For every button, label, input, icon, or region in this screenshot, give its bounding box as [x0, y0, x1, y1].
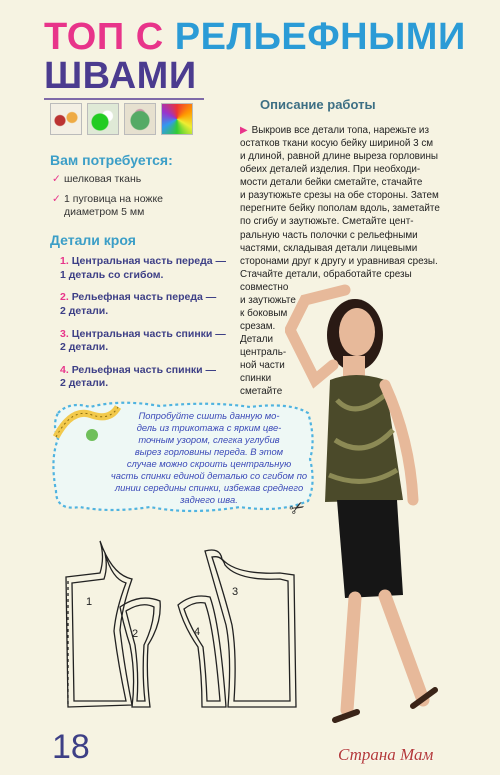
part-text: Рельефная часть спинки —: [71, 363, 217, 376]
list-item: [60, 364, 230, 391]
description-line-text: к боковым: [240, 307, 288, 319]
title-word-relief: РЕЛЬЕФНЫМИ: [174, 16, 466, 58]
part-text: 2 детали.: [60, 377, 109, 390]
description-line: [240, 202, 440, 215]
page-title-line-2: ШВАМИ: [44, 55, 197, 97]
fabric-fan-image: [161, 103, 193, 135]
description-line: [240, 137, 440, 150]
description-line-text: обеих деталей изделия. При необходи-: [240, 164, 421, 176]
sewing-pattern-diagram: [50, 535, 500, 735]
description-line-text: срезам.: [240, 320, 276, 332]
part-number: 2.: [60, 291, 69, 304]
pattern-label-3: 3: [232, 586, 239, 598]
material-text: диаметром 5 мм: [64, 206, 145, 219]
description-line-text: мости детали бейки сметайте, стачайте: [240, 177, 423, 189]
tip-text: [110, 410, 308, 506]
material-thumbnails: [50, 103, 193, 135]
description-line: [240, 189, 440, 202]
site-watermark: Страна Мам: [338, 745, 434, 764]
material-text: 1 пуговица на ножке: [64, 192, 163, 205]
list-item: [60, 328, 230, 355]
title-word-top: ТОП: [44, 16, 125, 58]
description-line: [240, 163, 440, 176]
description-line-text: ральную часть полочки с рельефными: [240, 229, 418, 241]
title-divider: [44, 98, 204, 100]
part-text: 2 детали.: [60, 304, 109, 317]
description-line-text: и заутюжьте: [240, 294, 296, 306]
tip-line: линии середины спинки, избежав среднего: [114, 482, 304, 494]
buttons-image: [87, 103, 119, 135]
description-line-text: Стачайте детали, обработайте срезы: [240, 268, 412, 280]
description-line: [240, 150, 440, 163]
description-line-text: спинки: [240, 373, 272, 385]
description-line-text: Выкроив все детали топа, нарежьте из: [251, 125, 429, 136]
page-title-line-1: [44, 18, 466, 56]
description-line: [240, 176, 440, 189]
tip-line: заднего шва.: [180, 494, 238, 506]
scissors-icon: ✂: [285, 495, 309, 521]
cut-parts-list: [60, 255, 230, 400]
description-line-text: совместно: [240, 281, 289, 293]
part-text: Центральная часть переда —: [71, 255, 227, 267]
part-text: Рельефная часть переда —: [71, 291, 217, 304]
pattern-label-1: 1: [86, 596, 93, 608]
part-number: 4.: [60, 363, 69, 376]
tip-line: вырез горловины переда. В этом: [134, 446, 284, 458]
part-number: 1.: [60, 255, 69, 267]
part-text: Центральная часть спинки —: [71, 327, 226, 340]
cut-parts-heading: Детали кроя: [50, 232, 136, 248]
description-line: [240, 215, 440, 228]
part-text: 1 деталь со сгибом.: [60, 268, 164, 281]
tip-line: точным узором, слегка углубив: [138, 434, 280, 446]
description-line-text: частями, складывая детали лицевыми: [240, 242, 418, 254]
pattern-label-2: 2: [132, 628, 139, 640]
check-icon: ✓: [52, 192, 61, 205]
list-item: [52, 193, 217, 220]
tip-line: Попробуйте сшить данную мо-: [138, 410, 280, 421]
tip-line: случае можно скроить центральную: [126, 458, 292, 470]
description-line-text: перегните бейку пополам вдоль, заметайте: [240, 203, 440, 215]
triangle-bullet-icon: ▶: [240, 125, 248, 136]
description-line: [240, 124, 440, 137]
description-line-text: по сгибу и заутюжьте. Сметайте цент-: [240, 216, 414, 228]
materials-heading: Вам потребуется:: [50, 152, 173, 168]
check-icon: ✓: [52, 173, 61, 185]
description-line-text: сторонами друг к другу и уравнивая срезы.: [240, 255, 438, 267]
part-number: 3.: [60, 327, 69, 340]
pin-cushion-image: [124, 103, 156, 135]
tip-line: дель из трикотажа с ярким цве-: [136, 422, 282, 434]
description-line: [240, 242, 440, 255]
description-line-text: остатков ткани косую бейку шириной 3 см: [240, 138, 434, 150]
page-number: 18: [52, 728, 90, 766]
title-word-s: С: [135, 16, 164, 58]
description-line-text: сметайте: [240, 386, 283, 398]
materials-list: [52, 173, 217, 226]
material-text: шелковая ткань: [64, 173, 142, 185]
list-item: [52, 173, 217, 187]
description-line: [240, 229, 440, 242]
pattern-label-4: 4: [194, 626, 201, 638]
description-line-text: Детали: [240, 334, 274, 345]
description-line-text: и разутюжьте срезы на обе стороны. Затем: [240, 190, 439, 202]
thread-spools-image: [50, 103, 82, 135]
list-item: [60, 291, 230, 318]
description-line: [240, 255, 440, 268]
tip-card: [50, 399, 316, 515]
tip-line: часть спинки единой деталью со сгибом по: [110, 470, 308, 482]
part-text: 2 детали.: [60, 341, 109, 354]
description-heading: Описание работы: [260, 97, 376, 112]
description-line-text: централь-: [240, 347, 287, 359]
list-item: [60, 255, 230, 282]
description-line-text: и длиной, равной длине выреза горловины: [240, 151, 438, 163]
description-line-text: ной части: [240, 360, 285, 372]
